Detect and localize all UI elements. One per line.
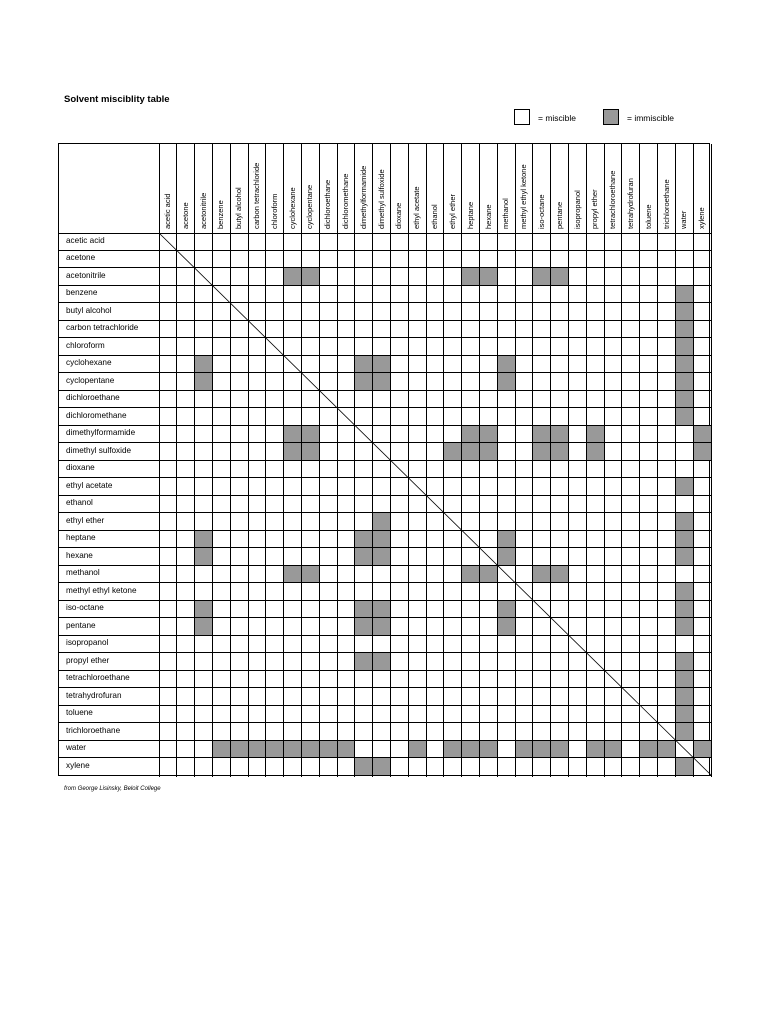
row-label: ethanol bbox=[66, 498, 93, 508]
column-label: water bbox=[679, 210, 689, 229]
column-label: hexane bbox=[483, 204, 493, 229]
row-label: xylene bbox=[66, 760, 90, 770]
row-label: cyclohexane bbox=[66, 358, 112, 368]
column-label: ethanol bbox=[430, 204, 440, 229]
column-label: cyclohexane bbox=[287, 187, 297, 229]
column-label: iso-octane bbox=[536, 194, 546, 229]
column-label: methyl ethyl ketone bbox=[519, 164, 529, 229]
diagonal-line bbox=[59, 144, 711, 777]
row-label: chloroform bbox=[66, 340, 105, 350]
row-label: ethyl ether bbox=[66, 515, 105, 525]
row-label: heptane bbox=[66, 533, 96, 543]
column-label: acetic acid bbox=[163, 193, 172, 229]
column-label: carbon tetrachloride bbox=[252, 162, 262, 229]
column-label: toluene bbox=[643, 204, 653, 229]
row-label: dichloroethane bbox=[66, 393, 120, 403]
row-label: methanol bbox=[66, 568, 100, 578]
row-label: dichloromethane bbox=[66, 410, 127, 420]
column-label: ethyl acetate bbox=[412, 186, 422, 229]
credit-line: from George Lisinsky, Beloit College bbox=[64, 786, 161, 792]
column-label: xylene bbox=[697, 207, 707, 229]
miscibility-grid bbox=[58, 143, 710, 776]
row-label: trichloroethane bbox=[66, 725, 121, 735]
column-label: acetonitrile bbox=[198, 192, 208, 229]
column-label: dimethyl sulfoxide bbox=[376, 169, 386, 229]
row-label: carbon tetrachloride bbox=[66, 323, 139, 333]
column-label: dichloroethane bbox=[323, 179, 333, 229]
row-label: dimethylformamide bbox=[66, 428, 136, 438]
column-label: dimethylformamide bbox=[358, 165, 368, 229]
row-label: cyclopentane bbox=[66, 375, 115, 385]
row-label: methyl ethyl ketone bbox=[66, 585, 137, 595]
row-label: benzene bbox=[66, 288, 98, 298]
row-label: pentane bbox=[66, 620, 96, 630]
column-label: chloroform bbox=[269, 193, 279, 229]
miscible-legend-swatch bbox=[514, 109, 530, 125]
immiscible-legend-label: = immiscible bbox=[627, 113, 674, 123]
column-label: tetrachloroethane bbox=[608, 170, 618, 229]
row-label: butyl alcohol bbox=[66, 305, 112, 315]
row-label: water bbox=[66, 743, 87, 753]
column-label: acetone bbox=[180, 202, 190, 229]
column-label: heptane bbox=[465, 201, 475, 229]
row-label: dimethyl sulfoxide bbox=[66, 445, 132, 455]
column-label: cyclopentane bbox=[305, 184, 315, 229]
row-label: isopropanol bbox=[66, 638, 109, 648]
column-label: trichloroethane bbox=[661, 179, 671, 229]
row-label: propyl ether bbox=[66, 655, 110, 665]
row-label: acetone bbox=[66, 253, 96, 263]
column-label: propyl ether bbox=[590, 189, 600, 229]
row-label: tetrachloroethane bbox=[66, 673, 130, 683]
immiscible-legend-swatch bbox=[603, 109, 619, 125]
row-label: tetrahydrofuran bbox=[66, 690, 122, 700]
miscible-legend-label: = miscible bbox=[538, 113, 577, 123]
column-label: pentane bbox=[554, 201, 564, 229]
row-label: hexane bbox=[66, 550, 93, 560]
column-label: isopropanol bbox=[572, 190, 582, 229]
column-label: methanol bbox=[501, 198, 511, 229]
column-label: dioxane bbox=[394, 202, 404, 229]
row-label: acetonitrile bbox=[66, 270, 106, 280]
table-title: Solvent misciblity table bbox=[64, 94, 170, 105]
row-label: acetic acid bbox=[66, 236, 105, 245]
column-label: ethyl ether bbox=[447, 193, 457, 229]
column-label: butyl alcohol bbox=[234, 187, 244, 229]
row-label: ethyl acetate bbox=[66, 480, 113, 490]
row-label: toluene bbox=[66, 708, 93, 718]
column-label: benzene bbox=[216, 200, 226, 229]
column-label: dichloromethane bbox=[341, 173, 351, 229]
column-label: tetrahydrofuran bbox=[625, 178, 635, 229]
row-label: dioxane bbox=[66, 463, 95, 473]
row-label: iso-octane bbox=[66, 603, 104, 613]
